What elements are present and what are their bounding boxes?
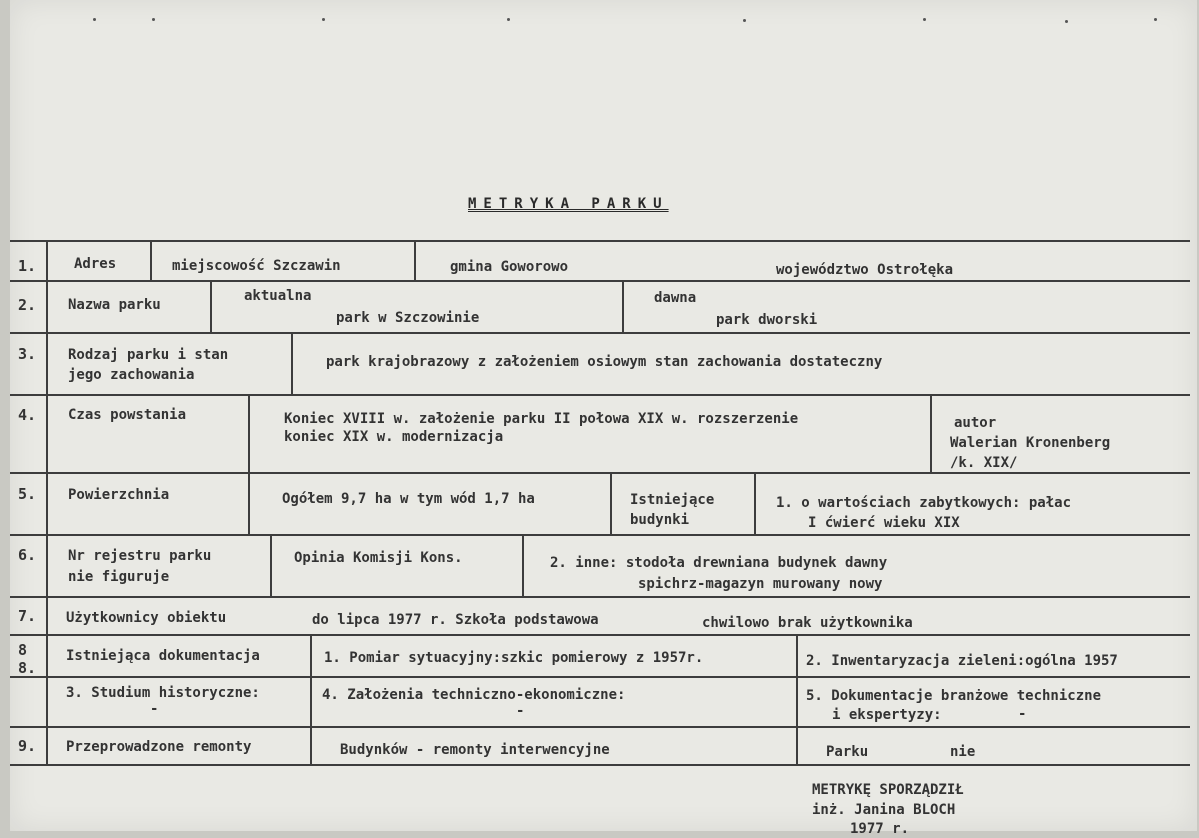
former-name-value: park dworski xyxy=(716,312,818,328)
table-rule xyxy=(610,472,612,536)
address-locality: miejscowość Szczawin xyxy=(172,258,341,274)
table-rule xyxy=(10,676,1190,678)
area-label: Powierzchnia xyxy=(68,487,170,503)
users-value: chwilowo brak użytkownika xyxy=(702,615,913,631)
table-rule xyxy=(248,472,250,536)
table-rule xyxy=(754,472,756,536)
technical-economic-value: - xyxy=(516,703,525,719)
park-name-label: Nazwa parku xyxy=(68,297,161,313)
branch-documentation-label: i ekspertyzy: xyxy=(832,707,942,723)
punch-mark xyxy=(507,18,510,21)
punch-mark xyxy=(322,18,325,21)
greenery-inventory-value: 2. Inwentaryzacja zieleni:ogólna 1957 xyxy=(806,653,1118,669)
table-rule xyxy=(10,332,1190,334)
table-rule xyxy=(210,280,212,334)
historic-buildings-value: I ćwierć wieku XIX xyxy=(808,515,960,531)
park-type-value: park krajobrazowy z założeniem osiowym stan zachowania dostateczny xyxy=(326,354,883,370)
table-rule xyxy=(291,332,293,396)
register-value: nie figuruje xyxy=(68,569,170,585)
table-rule xyxy=(622,280,624,334)
table-rule xyxy=(46,240,48,766)
punch-mark xyxy=(1154,18,1157,21)
row-number: 1. xyxy=(18,257,37,275)
current-name-label: aktualna xyxy=(244,288,312,304)
area-value: Ogółem 9,7 ha w tym wód 1,7 ha xyxy=(282,491,535,507)
table-rule xyxy=(10,534,1190,536)
address-commune: gmina Goworowo xyxy=(450,259,569,275)
buildings-label: budynki xyxy=(630,512,690,528)
author-value: /k. XIX/ xyxy=(950,455,1018,471)
table-rule xyxy=(10,764,1190,766)
table-rule xyxy=(248,394,250,474)
row-number: 4. xyxy=(18,406,37,424)
historical-study-label: 3. Studium historyczne: xyxy=(66,685,260,701)
author-value: Walerian Kronenberg xyxy=(950,435,1111,451)
commission-opinion-label: Opinia Komisji Kons. xyxy=(294,550,463,566)
row-number: 8 xyxy=(18,641,28,659)
buildings-label: Istniejące xyxy=(630,492,715,508)
prepared-by-label: METRYKĘ SPORZĄDZIŁ xyxy=(812,782,964,798)
historic-buildings-value: 1. o wartościach zabytkowych: pałac xyxy=(776,495,1072,511)
technical-economic-label: 4. Założenia techniczno-ekonomiczne: xyxy=(322,687,626,703)
creation-time-value: Koniec XVIII w. założenie parku II połowa XIX w. rozszerzenie xyxy=(284,411,799,427)
punch-mark xyxy=(1065,20,1068,23)
renovations-label: Przeprowadzone remonty xyxy=(66,739,252,755)
table-rule xyxy=(414,240,416,282)
row-number: 2. xyxy=(18,296,37,314)
current-name-value: park w Szczowinie xyxy=(336,310,480,326)
address-label: Adres xyxy=(74,256,117,272)
document-title: METRYKA PARKU xyxy=(468,196,669,212)
table-rule xyxy=(10,472,1190,474)
punch-mark xyxy=(93,18,96,21)
punch-mark xyxy=(152,18,155,21)
table-rule xyxy=(522,534,524,598)
survey-value: 1. Pomiar sytuacyjny:szkic pomierowy z 1957r. xyxy=(324,650,704,666)
address-voivodeship: województwo Ostrołęka xyxy=(776,262,954,278)
register-label: Nr rejestru parku xyxy=(68,548,212,564)
author-label: autor xyxy=(954,415,997,431)
park-type-label: jego zachowania xyxy=(68,367,195,383)
other-buildings-value: spichrz-magazyn murowany nowy xyxy=(638,576,883,592)
table-rule xyxy=(10,240,1190,242)
park-renovations-value: nie xyxy=(950,744,976,760)
table-rule xyxy=(10,726,1190,728)
documentation-label: Istniejąca dokumentacja xyxy=(66,648,260,664)
row-number: 3. xyxy=(18,345,37,363)
punch-mark xyxy=(743,19,746,22)
punch-mark xyxy=(923,18,926,21)
table-rule xyxy=(10,634,1190,636)
park-renovations-label: Parku xyxy=(826,744,869,760)
branch-documentation-label: 5. Dokumentacje branżowe techniczne xyxy=(806,688,1102,704)
creation-time-label: Czas powstania xyxy=(68,407,187,423)
table-rule xyxy=(796,634,798,766)
table-rule xyxy=(10,394,1190,396)
creation-time-value: koniec XIX w. modernizacja xyxy=(284,429,504,445)
document-page xyxy=(10,0,1197,837)
other-buildings-value: 2. inne: stodoła drewniana budynek dawny xyxy=(550,555,888,571)
table-rule xyxy=(10,280,1190,282)
users-label: Użytkownicy obiektu xyxy=(66,610,227,626)
table-rule xyxy=(270,534,272,598)
branch-documentation-value: - xyxy=(1018,706,1027,722)
row-number: 9. xyxy=(18,737,37,755)
row-number: 8. xyxy=(18,659,37,677)
users-value: do lipca 1977 r. Szkoła podstawowa xyxy=(312,612,599,628)
row-number: 5. xyxy=(18,485,37,503)
prepared-by-name: inż. Janina BLOCH xyxy=(812,802,956,818)
former-name-label: dawna xyxy=(654,290,697,306)
table-rule xyxy=(310,634,312,766)
prepared-year: 1977 r. xyxy=(850,821,910,837)
historical-study-value: - xyxy=(150,701,159,717)
table-rule xyxy=(930,394,932,474)
row-number: 6. xyxy=(18,546,37,564)
park-type-label: Rodzaj parku i stan xyxy=(68,347,229,363)
table-rule xyxy=(150,240,152,282)
row-number: 7. xyxy=(18,607,37,625)
buildings-renovations-value: Budynków - remonty interwencyjne xyxy=(340,742,610,758)
table-rule xyxy=(10,596,1190,598)
